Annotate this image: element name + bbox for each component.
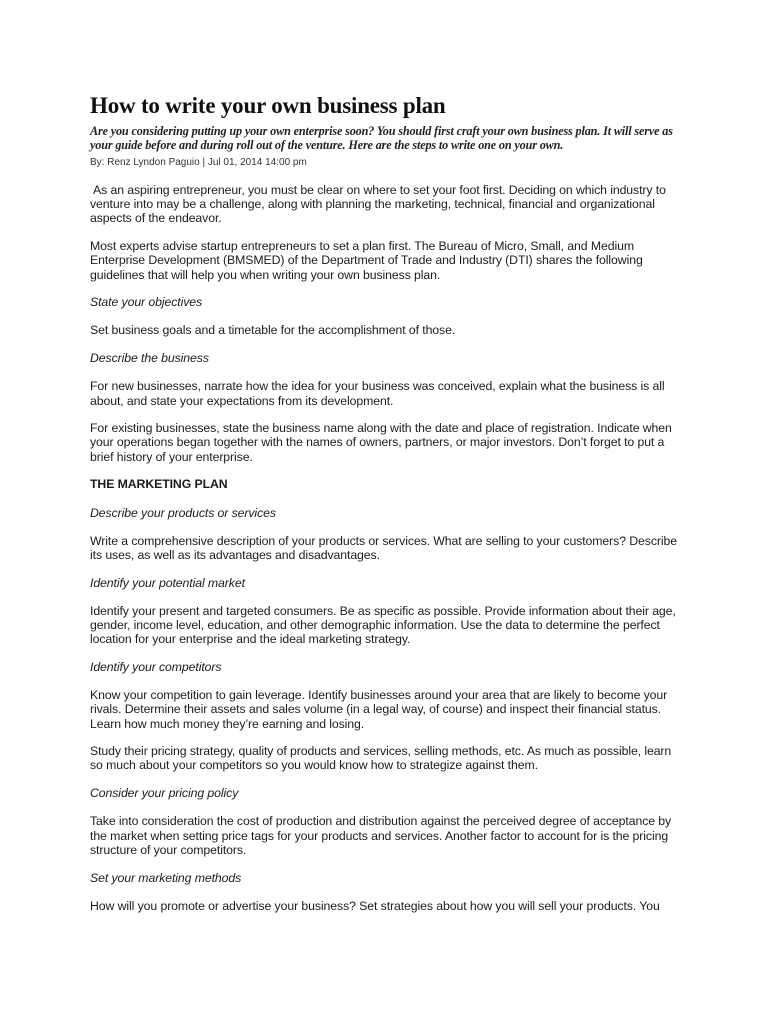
paragraph-existing-businesses: For existing businesses, state the business name along with the date and place of registration. Indicate when your operations began together with the names of owners, partners, or major investors. Don’t forget to put a brief history of your enterprise. <box>90 421 672 464</box>
paragraph-new-businesses: For new businesses, narrate how the idea for your business was conceived, explain what the business is all about, and state your expectations from its development. <box>90 379 665 408</box>
paragraph-pricing: Take into consideration the cost of production and distribution against the perceived degree of acceptance by the market when setting price tags for your products and services. Another factor to account for is the pricing structure of your competitors. <box>90 814 672 857</box>
subheading-objectives: State your objectives <box>90 295 203 310</box>
subheading-describe-business: Describe the business <box>90 351 209 366</box>
paragraph-objectives: Set business goals and a timetable for the accomplishment of those. <box>90 323 456 338</box>
subheading-market: Identify your potential market <box>90 575 245 590</box>
paragraph-market: Identify your present and targeted consumers. Be as specific as possible. Provide information about their age, gender, income level, education, and other demographic information. Use the data to determine the perfect location for your enterprise and the ideal marketing strategy. <box>90 603 676 647</box>
article-title: How to write your own business plan <box>90 93 446 118</box>
paragraph-marketing-methods: How will you promote or advertise your business? Set strategies about how you will sell your products. You <box>90 898 660 913</box>
subheading-competitors: Identify your competitors <box>90 659 222 674</box>
paragraph-intro: As an aspiring entrepreneur, you must be clear on where to set your foot first. Deciding on which industry to venture into may be a challenge, along with planning the marketing, technical, financial and organizational aspects of the endeavor. <box>90 183 666 226</box>
article-body <box>90 183 680 913</box>
article-byline: By: Renz Lyndon Paguio | Jul 01, 2014 14:00 pm <box>90 157 307 168</box>
paragraph-experts: Most experts advise startup entrepreneurs to set a plan first. The Bureau of Micro, Small, and Medium Enterprise Development (BMSMED) of the Department of Trade and Industry (DTI) shares the following guidelines that will help you when writing your own business plan. <box>90 239 643 282</box>
document-page <box>90 92 680 926</box>
subheading-marketing-methods: Set your marketing methods <box>90 870 242 885</box>
paragraph-products: Write a comprehensive description of your products or services. What are selling to your customers? Describe its uses, as well as its advantages and disadvantages. <box>90 533 677 562</box>
paragraph-competitor-strategy: Study their pricing strategy, quality of products and services, selling methods, etc. As much as possible, learn so much about your competitors so you would know how to strategize against them. <box>90 744 672 773</box>
section-heading-marketing-plan: THE MARKETING PLAN <box>90 477 228 492</box>
subheading-products: Describe your products or services <box>90 505 276 520</box>
paragraph-competitors: Know your competition to gain leverage. Identify businesses around your area that are likely to become your rivals. Determine their assets and sales volume (in a legal way, of course) and inspect their financial status. Learn how much money they’re earning and losing. <box>90 688 668 731</box>
article-subtitle: Are you considering putting up your own enterprise soon? You should first craft your own business plan. It will serve as your guide before and during roll out of the venture. Here are the steps to write one on your own. <box>90 124 673 152</box>
subheading-pricing: Consider your pricing policy <box>90 786 239 801</box>
